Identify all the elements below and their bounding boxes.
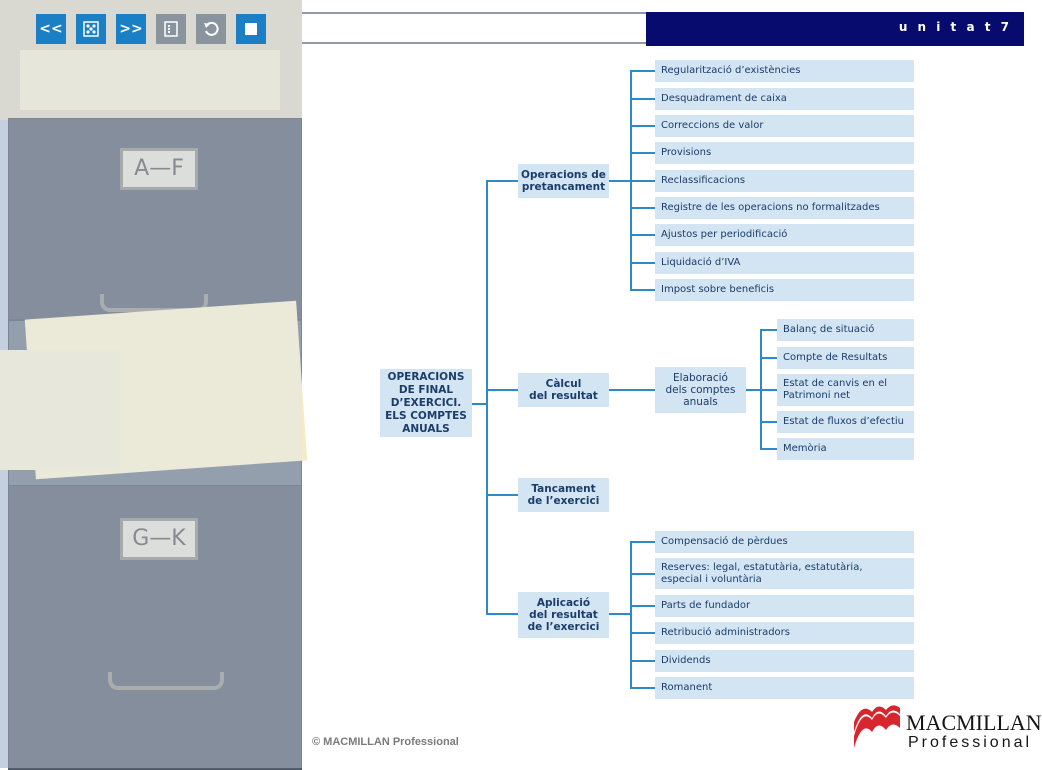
stop-button[interactable]: [236, 14, 266, 44]
connector-b4-leaf: [630, 573, 655, 575]
connector-b1-leaf: [630, 70, 655, 72]
connector-b1-out: [609, 180, 631, 182]
leaf-node: Compensació de pèrdues: [655, 531, 914, 553]
connector-b1-leaf: [630, 262, 655, 264]
connector-b4-leaf: [630, 632, 655, 634]
leaf-node: Impost sobre beneficis: [655, 279, 914, 301]
leaf-node: Dividends: [655, 650, 914, 672]
leaf-node: Regularització d’existències: [655, 60, 914, 82]
connector-b1-leaf: [630, 125, 655, 127]
connector-b4-out: [609, 613, 631, 615]
connector-b2-leaf: [760, 448, 777, 450]
leaf-node: Compte de Resultats: [777, 347, 914, 369]
drawer-label-upper: A—F: [120, 148, 198, 190]
leaf-node: Reclassificacions: [655, 170, 914, 192]
index-icon: [82, 20, 100, 38]
copyright-text: © MACMILLAN Professional: [312, 736, 459, 748]
leaf-node: Romanent: [655, 677, 914, 699]
leaf-node: Provisions: [655, 142, 914, 164]
connector-b1-leaf: [630, 180, 655, 182]
leaf-node: Registre de les operacions no formalitzades: [655, 197, 914, 219]
connector-b2-out: [609, 389, 655, 391]
connector-root: [472, 403, 487, 405]
connector-b1-leaf: [630, 152, 655, 154]
connector-b1-leaf: [630, 98, 655, 100]
branch-node-aplicacio: Aplicació del resultat de l’exercici: [518, 592, 609, 638]
logo-text-macmillan: MACMILLAN: [906, 710, 1042, 735]
connector-branch-4: [486, 613, 518, 615]
leaf-node: Retribució administradors: [655, 622, 914, 644]
connector-branch-2: [486, 389, 518, 391]
next-button[interactable]: [116, 14, 146, 44]
photo-veil: [0, 0, 302, 768]
branch-node-pretancament: Operacions de pretancament: [518, 164, 609, 198]
connector-b4-leaf: [630, 541, 655, 543]
leaf-node: Estat de fluxos d’efectiu: [777, 411, 914, 433]
connector-b2-leaf: [760, 421, 777, 423]
leaf-node: Estat de canvis en el Patrimoni net: [777, 374, 914, 406]
leaf-node: Desquadrament de caixa: [655, 88, 914, 110]
leaf-node: Parts de fundador: [655, 595, 914, 617]
connector-main-vertical: [486, 180, 488, 614]
connector-b1-leaf: [630, 289, 655, 291]
leaf-node: Correccions de valor: [655, 115, 914, 137]
branch-node-tancament: Tancament de l’exercici: [518, 478, 609, 512]
index-button[interactable]: [76, 14, 106, 44]
leaf-node: Ajustos per periodificació: [655, 224, 914, 246]
connector-b2-leaf: [760, 357, 777, 359]
connector-b2-sub-out: [746, 389, 761, 391]
leaf-node: Balanç de situació: [777, 319, 914, 341]
connector-branch-3: [486, 494, 518, 496]
connector-b4-leaf: [630, 605, 655, 607]
leaf-node: Liquidació d’IVA: [655, 252, 914, 274]
root-node: OPERACIONS DE FINAL D’EXERCICI. ELS COMPTES ANUALS: [380, 369, 472, 437]
sub-node-elaboracio: Elaboració dels comptes anuals: [655, 367, 746, 413]
leaf-node: Reserves: legal, estatutària, estatutària, especial i voluntària: [655, 558, 914, 589]
drawer-label-lower: G—K: [120, 518, 198, 560]
leaf-node: Memòria: [777, 438, 914, 460]
macmillan-logo-icon: [852, 706, 902, 750]
connector-branch-1: [486, 180, 518, 182]
list-icon: [162, 20, 180, 38]
unit-label: u n i t a t 7: [898, 20, 1012, 34]
connector-b4-vertical: [630, 541, 632, 687]
back-icon: [202, 20, 220, 38]
logo-text-professional: Professional: [908, 734, 1033, 751]
back-button[interactable]: [196, 14, 226, 44]
connector-b4-leaf: [630, 687, 655, 689]
branch-node-calcul: Càlcul del resultat: [518, 373, 609, 407]
prev-button[interactable]: [36, 14, 66, 44]
connector-b1-leaf: [630, 234, 655, 236]
connector-b2-leaf: [760, 329, 777, 331]
list-button[interactable]: [156, 14, 186, 44]
connector-b1-leaf: [630, 207, 655, 209]
background-photo: [0, 0, 302, 768]
stop-icon: [244, 22, 258, 36]
connector-b2-leaf: [760, 389, 777, 391]
next-icon: >>: [119, 21, 143, 37]
header-rule: [302, 12, 646, 44]
prev-icon: <<: [39, 21, 63, 37]
connector-b4-leaf: [630, 660, 655, 662]
header-bar: [646, 12, 1024, 46]
